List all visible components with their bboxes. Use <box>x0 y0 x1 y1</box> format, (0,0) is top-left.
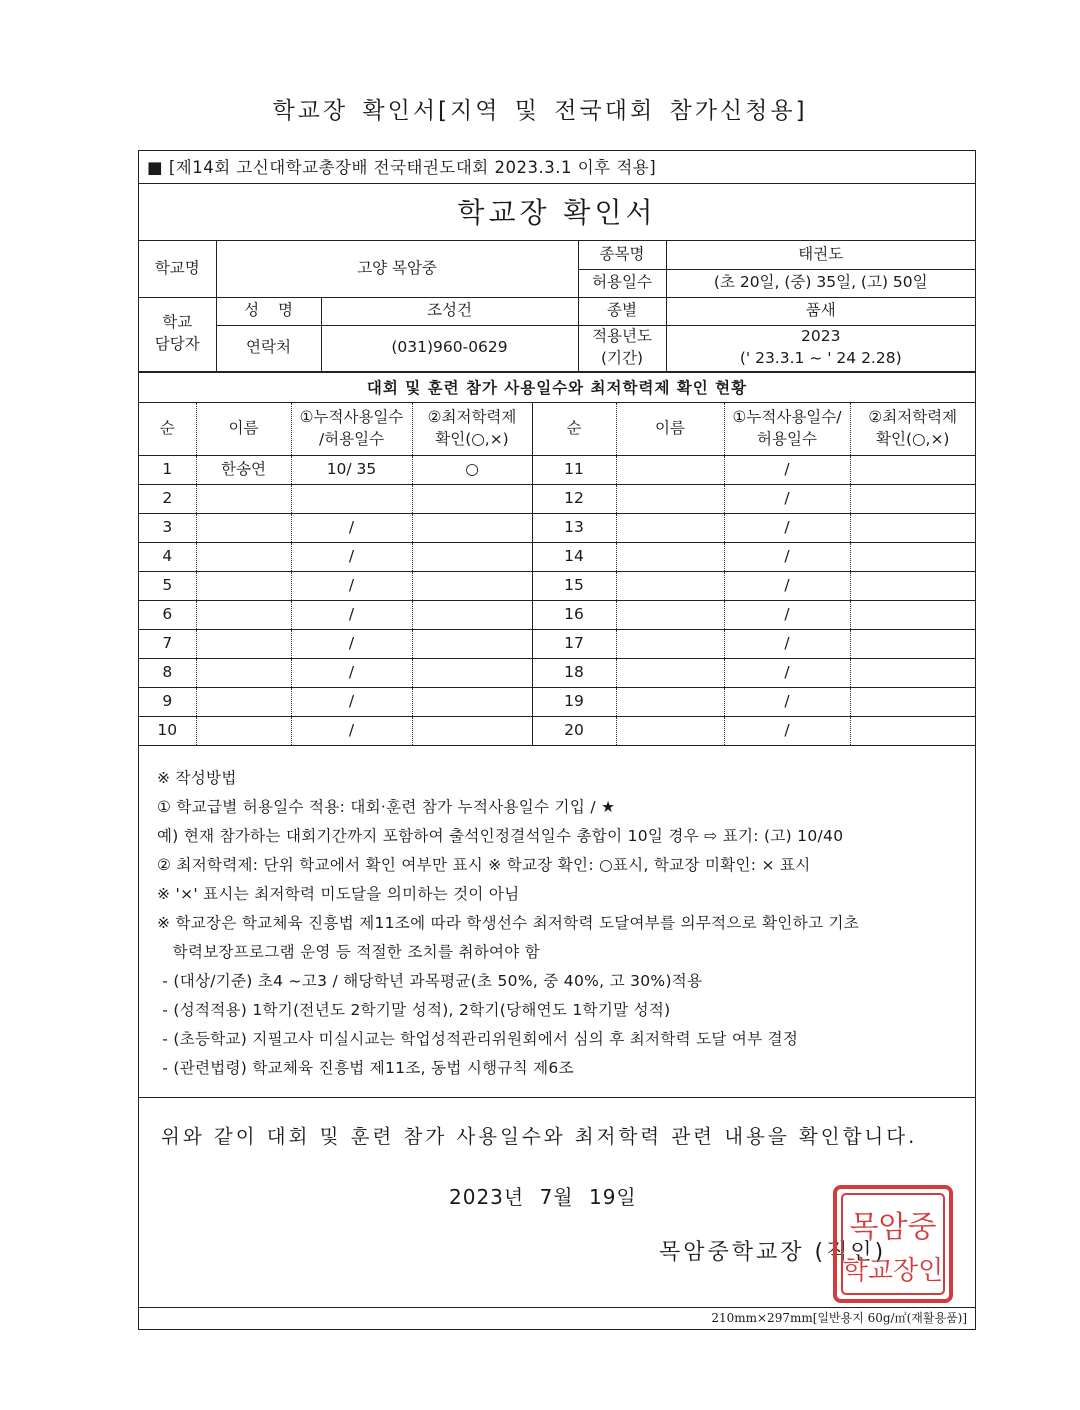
row-check-right <box>850 629 975 658</box>
row-no-left: 9 <box>139 687 196 716</box>
row-name-right <box>616 716 724 745</box>
row-name-left <box>196 600 291 629</box>
row-no-right: 19 <box>532 687 616 716</box>
header-no-right: 순 <box>532 403 616 456</box>
row-days-left: / <box>291 658 412 687</box>
instruction-line: - (관련법령) 학교체육 진흥법 제11조, 동법 시행규칙 제6조 <box>157 1058 574 1077</box>
year-label-line-1: 적용년도 <box>592 327 652 346</box>
row-no-right: 13 <box>532 513 616 542</box>
person-label-line-1: 학교 <box>162 313 193 332</box>
row-days-left: / <box>291 629 412 658</box>
contact-value: (031)960-0629 <box>321 325 578 371</box>
row-no-right: 16 <box>532 600 616 629</box>
row-name-right <box>616 513 724 542</box>
row-days-right: / <box>724 484 850 513</box>
header-name-right: 이름 <box>616 403 724 456</box>
confirmation-text: 위와 같이 대회 및 훈련 참가 사용일수와 최저학력 관련 내용을 확인합니다. <box>161 1125 918 1148</box>
table-row <box>139 687 975 716</box>
row-name-right <box>616 455 724 484</box>
row-no-right: 20 <box>532 716 616 745</box>
seal-text-bottom: 학교장인 <box>842 1256 944 1286</box>
confirmation-date: 2023년 7월 19일 <box>449 1185 637 1209</box>
table-row <box>139 542 975 571</box>
section-heading: 대회 및 훈련 참가 사용일수와 최저학력제 확인 현황 <box>139 372 975 403</box>
row-days-left: / <box>291 571 412 600</box>
person-in-charge-label <box>139 297 216 371</box>
page-title: 학교장 확인서[지역 및 전국대회 참가신청용] <box>272 98 808 124</box>
row-check-right <box>850 687 975 716</box>
row-name-left <box>196 687 291 716</box>
table-row <box>139 629 975 658</box>
row-name-right <box>616 658 724 687</box>
form-title: 학교장 확인서 <box>139 184 975 241</box>
row-days-left <box>291 484 412 513</box>
row-no-left: 3 <box>139 513 196 542</box>
row-name-left <box>196 629 291 658</box>
table-body <box>139 455 975 745</box>
contact-label: 연락처 <box>216 325 321 371</box>
header-check-left <box>412 403 532 456</box>
writing-instructions <box>139 746 975 1098</box>
school-value: 고양 목암중 <box>216 241 578 297</box>
row-check-left <box>412 629 532 658</box>
row-days-right: / <box>724 542 850 571</box>
row-name-right <box>616 687 724 716</box>
official-seal-icon <box>829 1181 957 1307</box>
row-days-left: / <box>291 513 412 542</box>
row-check-right <box>850 716 975 745</box>
header-check-right <box>850 403 975 456</box>
instruction-line: - (초등학교) 지필고사 미실시교는 학업성적관리위원회에서 심의 후 최저학력 도달 여부 결정 <box>157 1029 799 1048</box>
row-check-right <box>850 513 975 542</box>
type-value: 품새 <box>666 297 975 325</box>
signer-name: 목암중학교장 (직인) <box>659 1240 887 1265</box>
row-check-left: ○ <box>412 455 532 484</box>
row-name-left <box>196 571 291 600</box>
row-check-left <box>412 687 532 716</box>
table-row <box>139 571 975 600</box>
type-label: 종별 <box>578 297 666 325</box>
row-days-right: / <box>724 571 850 600</box>
instruction-line: ※ 학교장은 학교체육 진흥법 제11조에 따라 학생선수 최저학력 도달여부를 의무적으로 확인하고 기초 <box>157 913 860 932</box>
row-no-left: 2 <box>139 484 196 513</box>
row-check-right <box>850 484 975 513</box>
instruction-line: - (대상/기준) 초4 ~고3 / 해당학년 과목평균(초 50%, 중 40%, 고 30%)적용 <box>157 971 703 990</box>
name-value: 조성건 <box>321 297 578 325</box>
row-days-right: / <box>724 455 850 484</box>
row-check-left <box>412 600 532 629</box>
row-name-left <box>196 484 291 513</box>
row-name-right <box>616 600 724 629</box>
instruction-line: 예) 현재 참가하는 대회기간까지 포함하여 출석인정결석일수 총합이 10일 경우 ⇨ 표기: (고) 10/40 <box>157 826 844 845</box>
header-days-left-line-2: /허용일수 <box>318 429 385 448</box>
instruction-line: ② 최저학력제: 단위 학교에서 확인 여부만 표시 ※ 학교장 확인: ○표시, 학교장 미확인: × 표시 <box>157 855 811 874</box>
table-row <box>139 455 975 484</box>
header-check-right-line-1: ②최저학력제 <box>868 407 958 426</box>
event-banner <box>139 151 975 184</box>
event-value: 태권도 <box>666 241 975 269</box>
row-check-right <box>850 658 975 687</box>
row-no-left: 6 <box>139 600 196 629</box>
header-name-left: 이름 <box>196 403 291 456</box>
name-label: 성 명 <box>216 297 321 325</box>
row-days-right: / <box>724 629 850 658</box>
row-name-left <box>196 716 291 745</box>
row-check-left <box>412 716 532 745</box>
header-days-right-line-1: ①누적사용일수/ <box>732 407 842 426</box>
table-row <box>139 484 975 513</box>
header-check-right-line-2: 확인(○,×) <box>876 429 950 448</box>
row-days-left: / <box>291 716 412 745</box>
header-days-right-line-2: 허용일수 <box>757 429 817 448</box>
period-value: (' 23.3.1 ~ ' 24 2.28) <box>739 349 902 367</box>
school-label: 학교명 <box>139 241 216 297</box>
year-label <box>578 325 666 371</box>
event-label: 종목명 <box>578 241 666 269</box>
confirmation-form <box>138 150 976 1330</box>
row-days-left: / <box>291 600 412 629</box>
row-no-left: 5 <box>139 571 196 600</box>
row-name-left <box>196 542 291 571</box>
row-name-left <box>196 658 291 687</box>
allowed-days-value: (초 20일, (중) 35일, (고) 50일 <box>666 269 975 297</box>
row-check-right <box>850 542 975 571</box>
paper-spec: 210mm×297mm[일반용지 60g/㎡(재활용품)] <box>139 1307 975 1329</box>
header-days-left-line-1: ①누적사용일수 <box>299 407 404 426</box>
info-table <box>139 241 975 372</box>
table-row <box>139 658 975 687</box>
row-days-left: / <box>291 687 412 716</box>
row-name-right <box>616 629 724 658</box>
person-label-line-2: 담당자 <box>154 335 200 353</box>
header-no-left: 순 <box>139 403 196 456</box>
row-check-right <box>850 571 975 600</box>
row-no-left: 8 <box>139 658 196 687</box>
instruction-line: ※ '×' 표시는 최저학력 미도달을 의미하는 것이 아님 <box>157 884 520 903</box>
row-check-left <box>412 484 532 513</box>
row-days-right: / <box>724 600 850 629</box>
row-days-right: / <box>724 687 850 716</box>
row-no-right: 14 <box>532 542 616 571</box>
instruction-line: - (성적적용) 1학기(전년도 2학기말 성적), 2학기(당해연도 1학기말 성적) <box>157 1000 671 1019</box>
row-no-right: 11 <box>532 455 616 484</box>
row-no-left: 4 <box>139 542 196 571</box>
table-row <box>139 716 975 745</box>
table-header-row <box>139 403 975 456</box>
year-label-line-2: (기간) <box>600 349 644 367</box>
banner-marker: ■ <box>147 158 164 177</box>
row-days-left: / <box>291 542 412 571</box>
row-no-left: 10 <box>139 716 196 745</box>
row-name-left <box>196 513 291 542</box>
row-check-left <box>412 513 532 542</box>
row-no-left: 1 <box>139 455 196 484</box>
banner-text: [제14회 고신대학교총장배 전국태권도대회 2023.3.1 이후 적용] <box>168 158 657 177</box>
row-no-right: 17 <box>532 629 616 658</box>
instruction-line: ※ 작성방법 <box>157 768 237 787</box>
row-name-right <box>616 571 724 600</box>
row-name-left: 한송연 <box>196 455 291 484</box>
row-no-right: 18 <box>532 658 616 687</box>
participation-table <box>139 403 975 746</box>
row-check-right <box>850 600 975 629</box>
row-no-right: 15 <box>532 571 616 600</box>
header-check-left-line-1: ②최저학력제 <box>427 407 517 426</box>
instruction-line: 학력보장프로그램 운영 등 적절한 조치를 취하여야 함 <box>157 942 541 961</box>
row-check-right <box>850 455 975 484</box>
row-no-left: 7 <box>139 629 196 658</box>
row-name-right <box>616 484 724 513</box>
table-row <box>139 513 975 542</box>
header-days-left <box>291 403 412 456</box>
confirmation-block <box>139 1121 975 1291</box>
row-check-left <box>412 542 532 571</box>
instruction-line: ① 학교급별 허용일수 적용: 대회·훈련 참가 누적사용일수 기입 / ★ <box>157 797 616 816</box>
header-check-left-line-2: 확인(○,×) <box>435 429 509 448</box>
row-name-right <box>616 542 724 571</box>
row-no-right: 12 <box>532 484 616 513</box>
table-row <box>139 600 975 629</box>
year-period-value <box>666 325 975 371</box>
row-check-left <box>412 658 532 687</box>
allowed-days-label: 허용일수 <box>578 269 666 297</box>
row-days-left: 10/ 35 <box>291 455 412 484</box>
header-days-right <box>724 403 850 456</box>
seal-text-top: 목암중 <box>849 1210 937 1245</box>
row-check-left <box>412 571 532 600</box>
year-value: 2023 <box>801 327 841 346</box>
row-days-right: / <box>724 513 850 542</box>
row-days-right: / <box>724 658 850 687</box>
row-days-right: / <box>724 716 850 745</box>
